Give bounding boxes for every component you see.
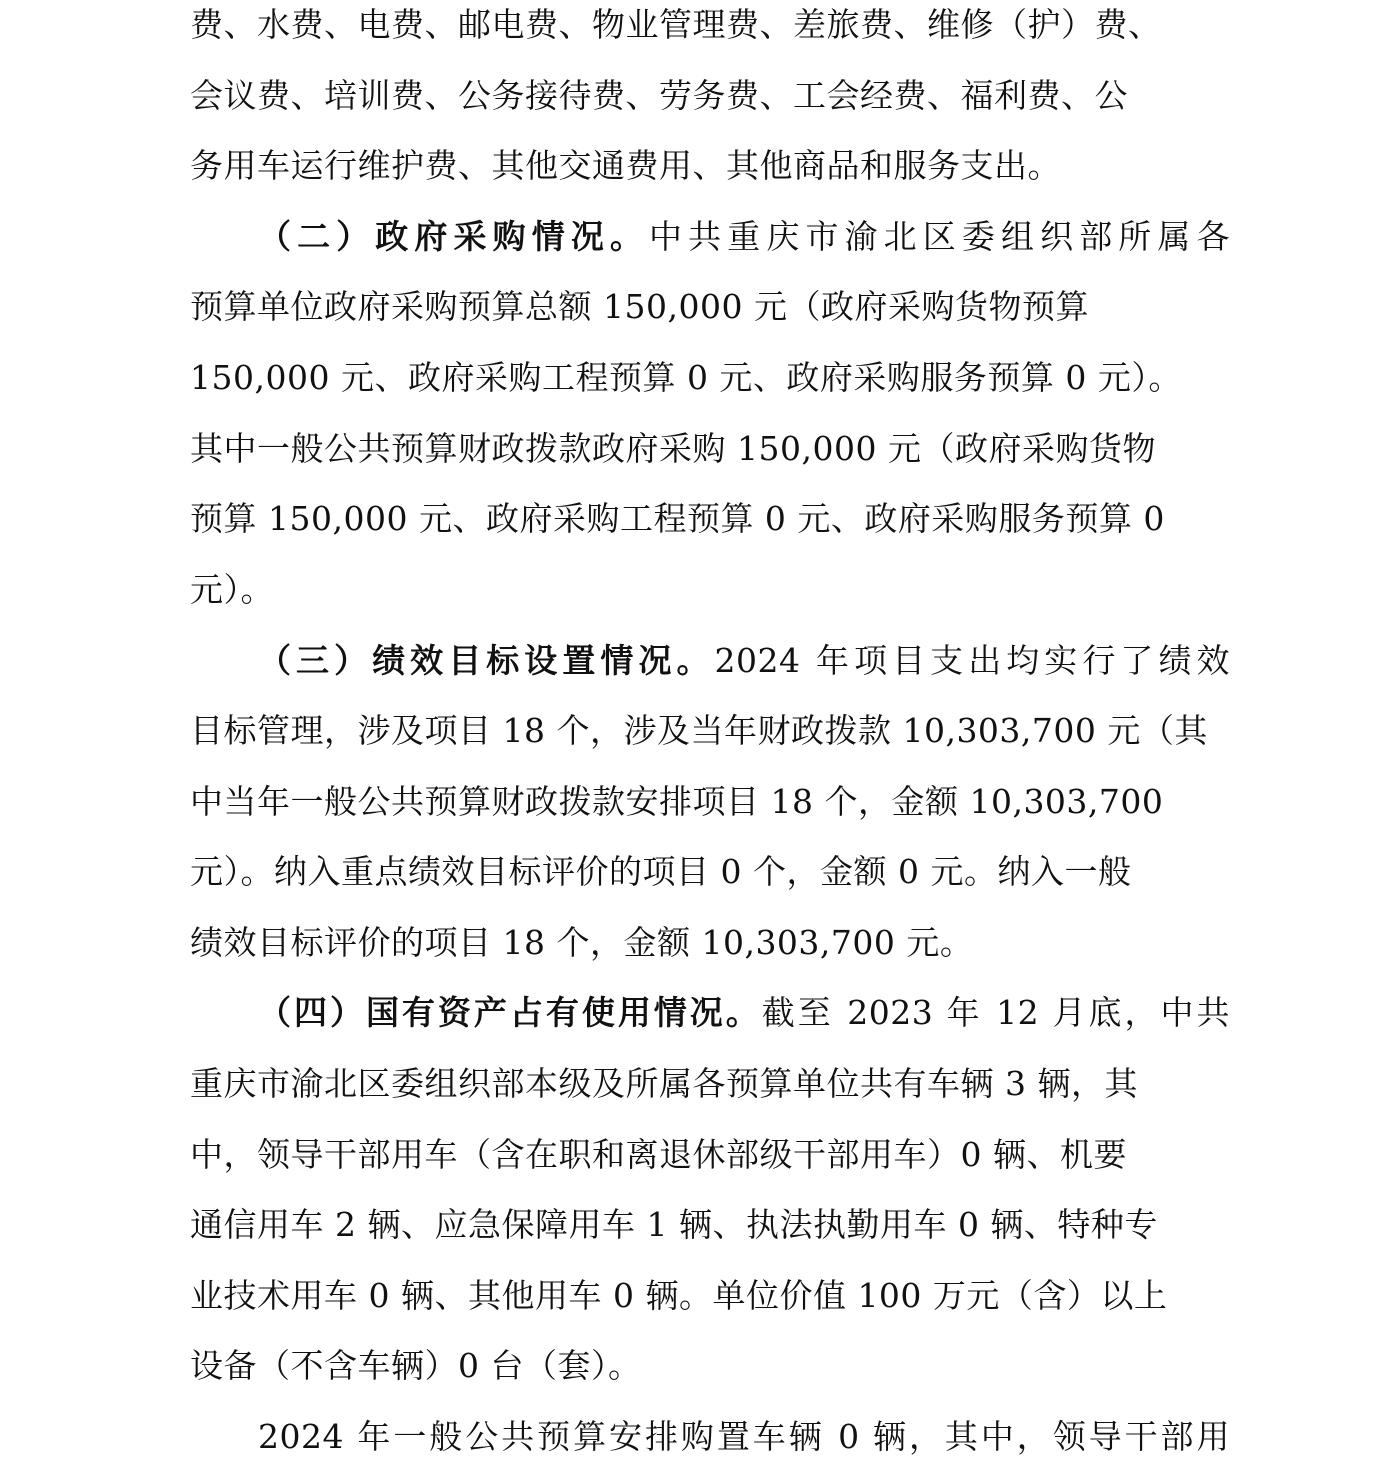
line-text: 预算单位政府采购预算总额 150,000 元（政府采购货物预算: [190, 287, 1089, 326]
line-text: 预算 150,000 元、政府采购工程预算 0 元、政府采购服务预算 0: [190, 499, 1165, 538]
line-text: 会议费、培训费、公务接待费、劳务费、工会经费、福利费、公: [190, 76, 1128, 115]
line-text: 务用车运行维护费、其他交通费用、其他商品和服务支出。: [190, 146, 1061, 185]
line-text: 中当年一般公共预算财政拨款安排项目 18 个，金额 10,303,700: [190, 782, 1164, 821]
text-line: [190, 71, 1128, 121]
section-heading-line: [258, 636, 1230, 686]
line-text: 绩效目标评价的项目 18 个，金额 10,303,700 元。: [190, 923, 974, 962]
text-line: [190, 141, 1061, 191]
line-text: 中共重庆市渝北区委组织部所属各: [649, 217, 1231, 256]
line-text: 通信用车 2 辆、应急保障用车 1 辆、执法执勤用车 0 辆、特种专: [190, 1205, 1158, 1244]
section-heading: （四）国有资产占有使用情况。: [258, 993, 762, 1032]
text-line: [190, 565, 274, 615]
text-line: [190, 847, 1131, 897]
text-line: [190, 353, 1182, 403]
line-text: 中，领导干部用车（含在职和离退休部级干部用车）0 辆、机要: [190, 1135, 1127, 1174]
section-heading: （二）政府采购情况。: [258, 217, 650, 256]
text-line: [190, 282, 1089, 332]
section-heading: （三）绩效目标设置情况。: [258, 641, 715, 680]
text-line: [190, 494, 1165, 544]
line-text: 目标管理，涉及项目 18 个，涉及当年财政拨款 10,303,700 元（其: [190, 711, 1208, 750]
line-text: 重庆市渝北区委组织部本级及所属各预算单位共有车辆 3 辆，其: [190, 1064, 1138, 1103]
line-text: 元）。: [190, 570, 274, 609]
line-text: 费、水费、电费、邮电费、物业管理费、差旅费、维修（护）费、: [190, 5, 1162, 44]
text-line: [190, 1130, 1127, 1180]
text-line: [190, 1200, 1158, 1250]
text-line: [190, 1059, 1138, 1109]
text-line: [190, 918, 973, 968]
line-text: 其中一般公共预算财政拨款政府采购 150,000 元（政府采购货物: [190, 429, 1156, 468]
text-line: [190, 706, 1208, 756]
text-line: [190, 1341, 642, 1391]
text-line: [258, 1412, 1230, 1462]
line-text: 截至 2023 年 12 月底，中共: [761, 993, 1231, 1032]
line-text: 业技术用车 0 辆、其他用车 0 辆。单位价值 100 万元（含）以上: [190, 1276, 1168, 1315]
line-text: 2024 年项目支出均实行了绩效: [714, 641, 1230, 680]
text-line: [190, 0, 1162, 50]
line-text: 元）。纳入重点绩效目标评价的项目 0 个，金额 0 元。纳入一般: [190, 852, 1132, 891]
line-text: 150,000 元、政府采购工程预算 0 元、政府采购服务预算 0 元）。: [190, 358, 1182, 397]
line-text: 设备（不含车辆）0 台（套）。: [190, 1346, 642, 1385]
text-line: [190, 1271, 1167, 1321]
text-line: [190, 424, 1156, 474]
text-line: [190, 777, 1163, 827]
section-heading-line: [258, 212, 1230, 262]
section-heading-line: [258, 988, 1230, 1038]
line-text: 2024 年一般公共预算安排购置车辆 0 辆，其中，领导干部用: [258, 1417, 1230, 1456]
